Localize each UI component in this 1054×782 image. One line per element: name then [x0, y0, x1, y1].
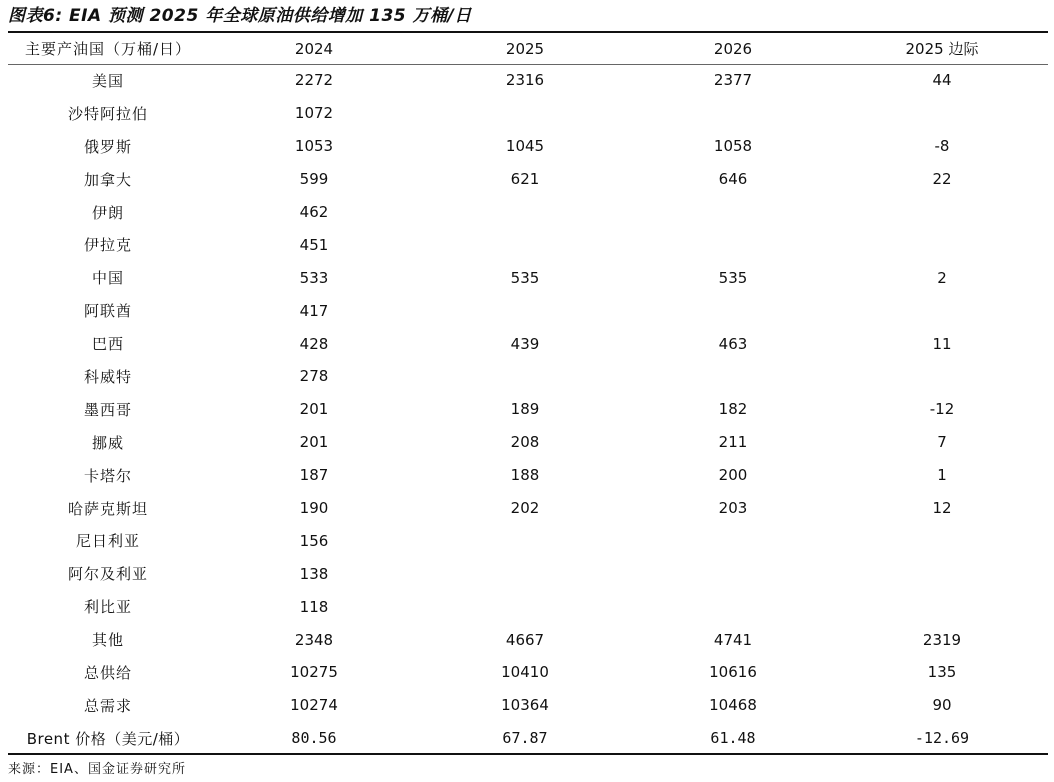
- brent-price-2025: 67.87: [502, 729, 548, 748]
- value-2024-cell: 1053: [294, 137, 334, 156]
- brent-price-2024: 80.56: [291, 729, 337, 748]
- country-cell: 卡塔尔: [83, 466, 132, 485]
- table-row: [8, 261, 1048, 294]
- value-2025-cell: 4667: [505, 630, 545, 649]
- table-row: [8, 130, 1048, 163]
- value-2024-cell: 201: [299, 433, 329, 452]
- country-cell: 尼日利亚: [75, 532, 140, 551]
- value-2024-cell: 156: [299, 531, 329, 550]
- value-margin-cell: 22: [932, 170, 952, 189]
- value-2025-cell: 535: [510, 268, 540, 287]
- table-row: [8, 426, 1048, 459]
- value-2026-cell: 200: [718, 466, 748, 485]
- value-2026-cell: 646: [718, 170, 748, 189]
- country-cell: 加拿大: [83, 170, 132, 189]
- value-2024-cell: 2348: [294, 630, 334, 649]
- value-2025-cell: 10410: [501, 663, 549, 682]
- country-cell: 哈萨克斯坦: [67, 499, 148, 518]
- country-cell: 阿尔及利亚: [67, 565, 148, 584]
- value-2024-cell: 138: [299, 564, 329, 583]
- value-2024-cell: 187: [299, 466, 329, 485]
- value-2024-cell: 201: [299, 400, 329, 419]
- table-row: [8, 524, 1048, 557]
- column-header-2026: 2026: [713, 39, 753, 58]
- table-row: [8, 459, 1048, 492]
- value-2025-cell: 189: [510, 400, 540, 419]
- table-row: [8, 64, 1048, 97]
- value-2026-cell: 535: [718, 268, 748, 287]
- value-2026-cell: 182: [718, 400, 748, 419]
- value-2025-cell: 439: [510, 334, 540, 353]
- value-margin-cell: [836, 590, 1048, 623]
- value-2026-cell: [630, 228, 836, 261]
- value-2026-cell: 203: [718, 499, 748, 518]
- value-2024-cell: 1072: [294, 104, 334, 123]
- value-2024-cell: 428: [299, 334, 329, 353]
- country-cell: 利比亚: [83, 598, 132, 617]
- value-2024-cell: 462: [299, 203, 329, 221]
- table-row: [8, 590, 1048, 623]
- value-2024-cell: 533: [299, 268, 329, 287]
- value-2025-cell: 621: [510, 170, 540, 189]
- value-2025-cell: 2316: [505, 71, 545, 90]
- table-row: [8, 689, 1048, 722]
- value-margin-cell: 7: [937, 433, 947, 452]
- value-2026-cell: 10616: [709, 663, 757, 682]
- value-2025-cell: 10364: [501, 696, 549, 715]
- table-header-row: [8, 33, 1048, 64]
- value-2025-cell: [420, 557, 630, 590]
- value-margin-cell: [836, 294, 1048, 327]
- brent-price-label: Brent 价格（美元/桶）: [26, 729, 190, 748]
- table-bottom-rule: [8, 753, 1048, 755]
- value-2026-cell: [630, 196, 836, 229]
- country-cell: 挪威: [91, 433, 124, 452]
- value-2025-cell: 1045: [505, 137, 545, 156]
- table-row: [8, 163, 1048, 196]
- source-note: 来源：EIA、国金证券研究所: [8, 762, 186, 777]
- country-cell: 中国: [91, 269, 124, 288]
- brent-price-row: [8, 722, 1048, 755]
- value-margin-cell: -8: [934, 137, 950, 156]
- value-2024-cell: 190: [299, 499, 329, 518]
- value-2026-cell: [630, 97, 836, 130]
- country-cell: 伊拉克: [83, 236, 132, 255]
- value-margin-cell: -12: [929, 400, 955, 419]
- value-margin-cell: [836, 228, 1048, 261]
- value-2026-cell: [630, 590, 836, 623]
- value-2024-cell: 417: [299, 301, 329, 320]
- value-2024-cell: 599: [299, 170, 329, 189]
- table-row: [8, 393, 1048, 426]
- value-2024-cell: 118: [299, 597, 329, 616]
- value-2026-cell: 4741: [713, 630, 753, 649]
- table-row: [8, 360, 1048, 393]
- country-cell: 沙特阿拉伯: [67, 104, 148, 123]
- value-2024-cell: 10274: [290, 696, 338, 715]
- value-margin-cell: [836, 196, 1048, 229]
- country-cell: 总需求: [83, 696, 132, 715]
- value-margin-cell: [836, 557, 1048, 590]
- value-margin-cell: [836, 360, 1048, 393]
- value-2025-cell: 202: [510, 499, 540, 518]
- value-2025-cell: [420, 294, 630, 327]
- value-2026-cell: 2377: [713, 71, 753, 90]
- country-cell: 其他: [91, 631, 124, 650]
- value-margin-cell: 12: [932, 499, 952, 518]
- value-2025-cell: [420, 524, 630, 557]
- value-2026-cell: 1058: [713, 137, 753, 156]
- value-2026-cell: 10468: [709, 696, 757, 715]
- value-margin-cell: 11: [932, 334, 952, 353]
- value-margin-cell: 90: [932, 696, 952, 715]
- table-row: [8, 294, 1048, 327]
- value-2025-cell: 188: [510, 466, 540, 485]
- value-2025-cell: [420, 228, 630, 261]
- value-2024-cell: 451: [299, 235, 329, 254]
- column-header-2025: 2025: [505, 39, 545, 58]
- value-2025-cell: [420, 196, 630, 229]
- column-header-2024: 2024: [294, 39, 334, 58]
- table-row: [8, 97, 1048, 130]
- table-row: [8, 656, 1048, 689]
- value-2026-cell: [630, 360, 836, 393]
- value-2026-cell: 211: [718, 433, 748, 452]
- value-margin-cell: 1: [937, 466, 947, 485]
- figure-title: 图表6: EIA 预测 2025 年全球原油供给增加 135 万桶/日: [8, 6, 472, 26]
- country-cell: 俄罗斯: [83, 137, 132, 156]
- country-cell: 科威特: [83, 367, 132, 386]
- value-2026-cell: [630, 524, 836, 557]
- table-row: [8, 228, 1048, 261]
- value-2025-cell: 208: [510, 433, 540, 452]
- table-row: [8, 196, 1048, 229]
- table-row: [8, 492, 1048, 525]
- value-margin-cell: 2319: [922, 630, 962, 649]
- value-margin-cell: [836, 524, 1048, 557]
- brent-price-margin: -12.69: [914, 729, 970, 748]
- value-2024-cell: 2272: [294, 71, 334, 90]
- value-2026-cell: 463: [718, 334, 748, 353]
- value-2025-cell: [420, 360, 630, 393]
- value-2024-cell: 10275: [290, 663, 338, 682]
- value-2025-cell: [420, 590, 630, 623]
- country-cell: 伊朗: [91, 203, 124, 222]
- value-2024-cell: 278: [299, 367, 329, 386]
- country-cell: 美国: [91, 71, 124, 90]
- table-row: [8, 623, 1048, 656]
- brent-price-2026: 61.48: [710, 729, 756, 748]
- country-cell: 阿联酋: [83, 302, 132, 321]
- value-margin-cell: 135: [927, 663, 957, 682]
- country-cell: 总供给: [83, 663, 132, 682]
- column-header-2025-margin: 2025 边际: [905, 40, 979, 58]
- table-body: [8, 64, 1048, 755]
- table-row: [8, 327, 1048, 360]
- value-margin-cell: 44: [932, 71, 952, 90]
- value-2026-cell: [630, 557, 836, 590]
- value-margin-cell: 2: [937, 268, 947, 287]
- country-cell: 巴西: [91, 335, 124, 354]
- column-header-country: 主要产油国（万桶/日）: [24, 40, 192, 58]
- country-cell: 墨西哥: [83, 400, 132, 419]
- value-2025-cell: [420, 97, 630, 130]
- value-2026-cell: [630, 294, 836, 327]
- oil-supply-table: [8, 33, 1048, 755]
- table-row: [8, 557, 1048, 590]
- value-margin-cell: [836, 97, 1048, 130]
